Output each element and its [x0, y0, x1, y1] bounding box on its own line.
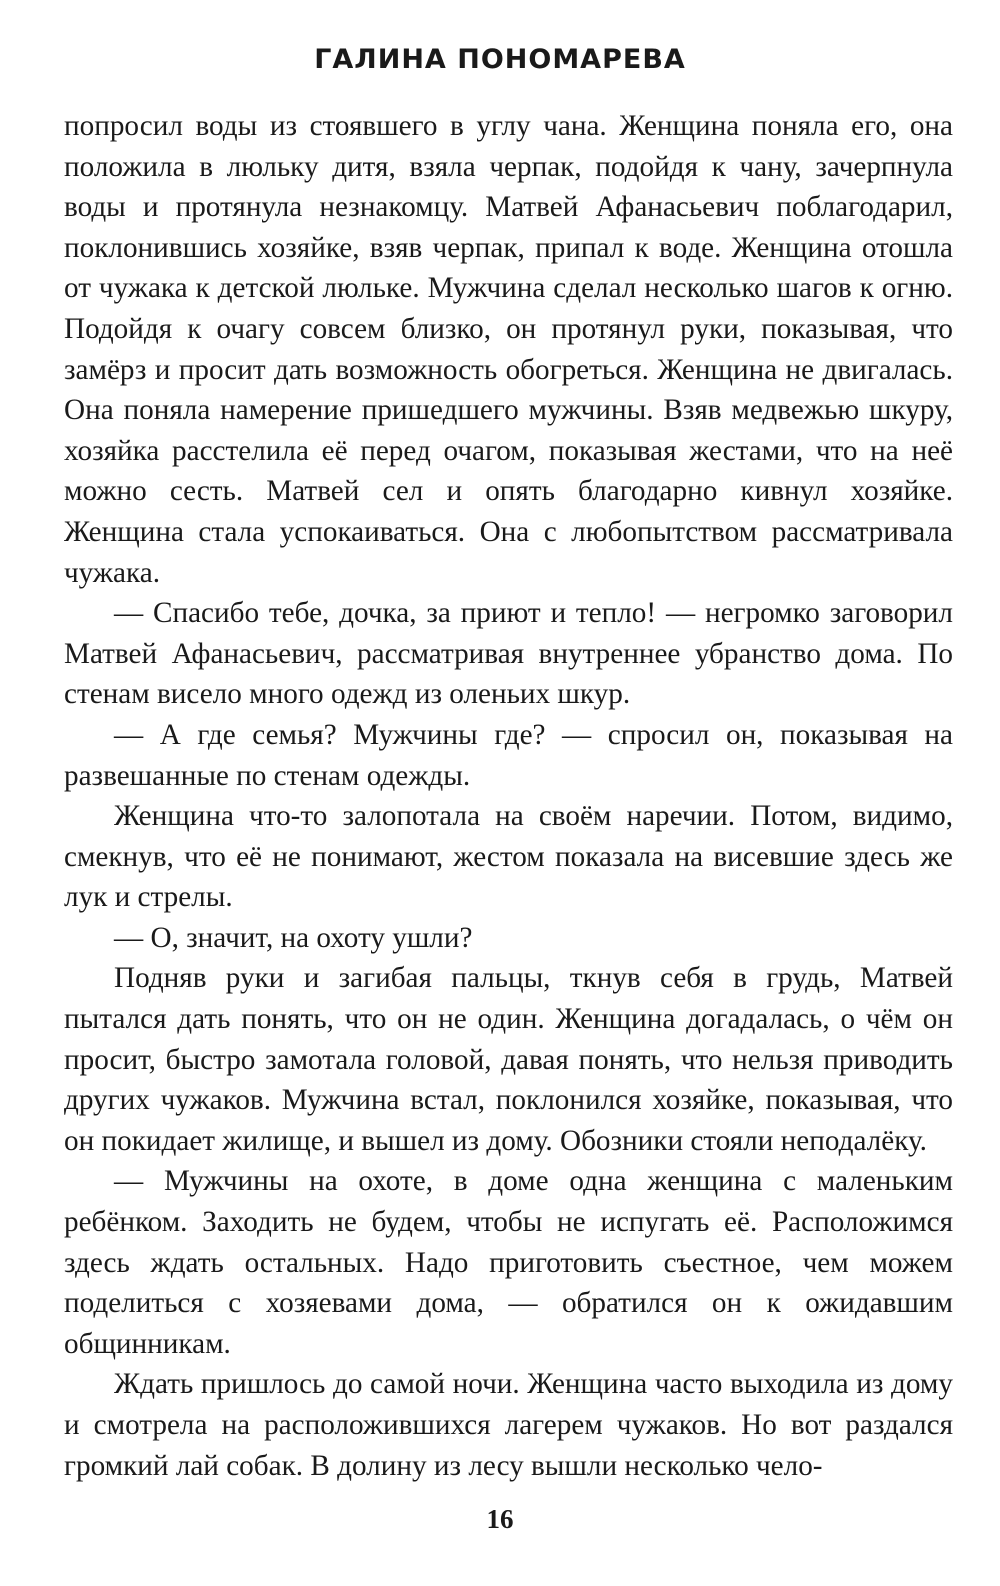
- body-text: [64, 106, 953, 1486]
- paragraph: — Спасибо тебе, дочка, за приют и тепло! — негромко заговорил Матвей Афанасьевич, рассматривая внутреннее убранство дома. По стенам висело много одежд из оленьих шкур.: [64, 597, 953, 711]
- paragraph: — О, значит, на охоту ушли?: [114, 921, 473, 954]
- paragraph: Ждать пришлось до самой ночи. Женщина часто выходила из дому и смотрела на расположившихся лагерем чужаков. Но вот раздался громкий лай собак. В долину из лесу вышли несколько чело-: [64, 1368, 953, 1482]
- page-number: 16: [486, 1504, 514, 1534]
- paragraph: Подняв руки и загибая пальцы, ткнув себя в грудь, Матвей пытался дать понять, что он не один. Женщина догадалась, о чём он просит, быстро замотала головой, давая понять, что нельзя приводить других чужаков. Мужчина встал, поклонился хозяйке, показывая, что он покидает жилище, и вышел из дому. Обозники стояли неподалёку.: [64, 962, 953, 1157]
- paragraph: попросил воды из стоявшего в углу чана. Женщина поняла его, она положила в люльку дитя, взяла черпак, подойдя к чану, зачерпнула воды и протянула незнакомцу. Матвей Афанасьевич поблагодарил, поклонившись хозяйке, взяв черпак, припал к воде. Женщина отошла от чужака к детской люльке. Мужчина сделал несколько шагов к огню. Подойдя к очагу совсем близко, он протянул руки, показывая, что замёрз и просит дать возможность обогреться. Женщина не двигалась. Она поняла намерение пришедшего мужчины. Взяв медвежью шкуру, хозяйка расстелила её перед очагом, показывая жестами, что на неё можно сесть. Матвей сел и опять благодарно кивнул хозяйке. Женщина стала успокаиваться. Она с любопытством рассматривала чужака.: [64, 110, 953, 589]
- paragraph: — Мужчины на охоте, в доме одна женщина с маленьким ребёнком. Заходить не будем, чтобы не испугать её. Расположимся здесь ждать остальных. Надо приготовить съестное, чем можем поделиться с хозяевами дома, — обратился он к ожидавшим общинникам.: [64, 1165, 953, 1360]
- paragraph: — А где семья? Мужчины где? — спросил он, показывая на развешанные по стенам одежды.: [64, 718, 953, 792]
- paragraph: Женщина что-то залопотала на своём наречии. Потом, видимо, смекнув, что её не понимают, жестом показала на висевшие здесь же лук и стрелы.: [64, 800, 953, 914]
- running-header-author: ГАЛИНА ПОНОМАРЕВА: [314, 44, 686, 75]
